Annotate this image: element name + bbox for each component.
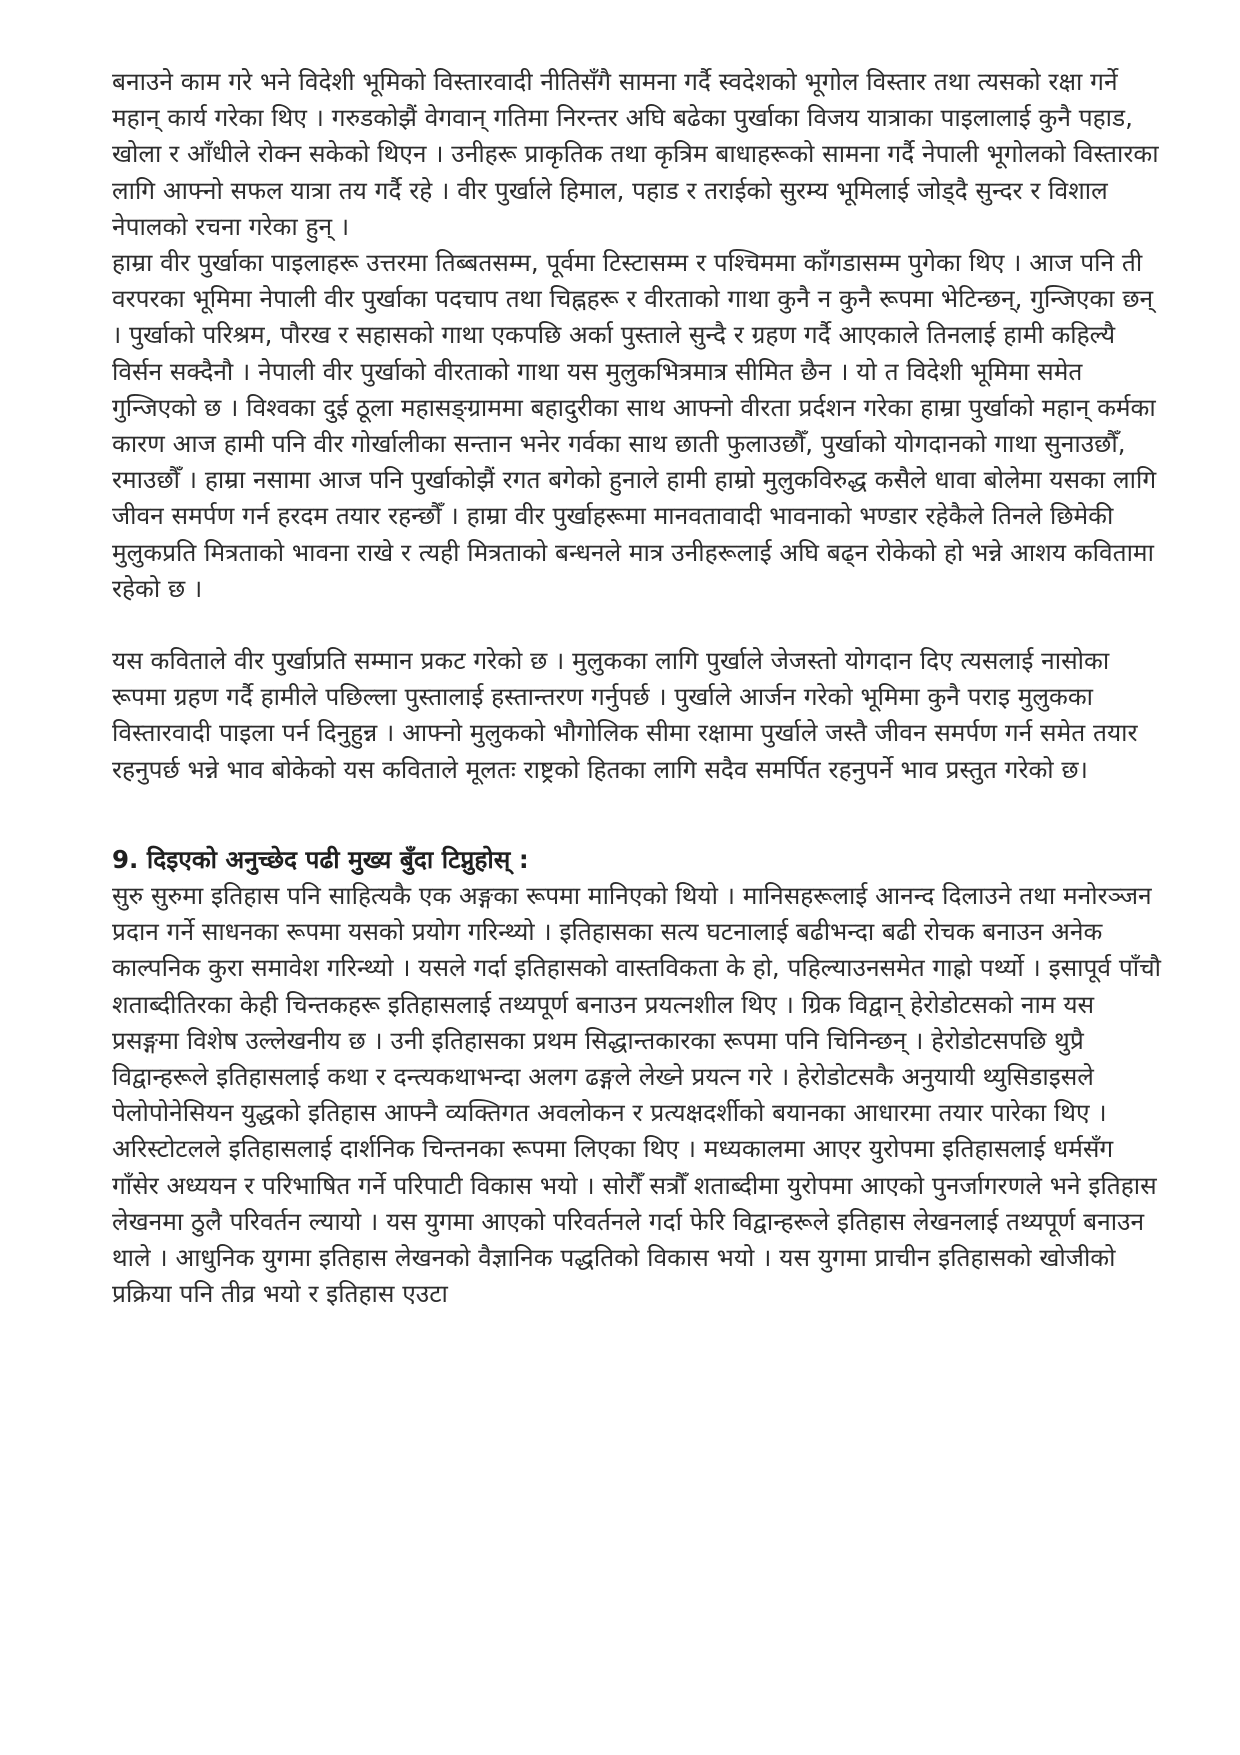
paragraph-3: यस कविताले वीर पुर्खाप्रति सम्मान प्रकट गरेको छ । मुलुकका लागि पुर्खाले जेजस्तो योगदान दिए त्यसलाई नासोका रूपमा ग्रहण गर्दै हामीले पछिल्ला पुस्तालाई हस्तान्तरण गर्नुपर्छ । पुर्खाले आर्जन गरेको भूमिमा कुनै पराइ मुलुकका विस्तारवादी पाइला पर्न दिनुहुन्न । आफ्नो मुलुकको भौगोलिक सीमा रक्षामा पुर्खाले जस्तै जीवन समर्पण गर्न समेत तयार रहनुपर्छ भन्ने भाव बोकेको यस कविताले मूलतः राष्ट्रको हितका लागि सदैव समर्पित रहनुपर्ने भाव प्रस्तुत गरेको छ।	[112, 646, 1138, 784]
question-passage: सुरु सुरुमा इतिहास पनि साहित्यकै एक अङ्गका रूपमा मानिएको थियो । मानिसहरूलाई आनन्द दिलाउने तथा मनोरञ्जन प्रदान गर्ने साधनका रूपमा यसको प्रयोग गरिन्थ्यो । इतिहासका सत्य घटनालाई बढीभन्दा बढी रोचक बनाउन अनेक काल्पनिक कुरा समावेश गरिन्थ्यो । यसले गर्दा इतिहासको वास्तविकता के हो, पहिल्याउनसमेत गाह्रो पर्थ्यो । इसापूर्व पाँचौ शताब्दीतिरका केही चिन्तकहरू इतिहासलाई तथ्यपूर्ण बनाउन प्रयत्नशील थिए । ग्रिक विद्वान् हेरोडोटसको नाम यस प्रसङ्गमा विशेष उल्लेखनीय छ । उनी इतिहासका प्रथम सिद्धान्तकारका रूपमा पनि चिनिन्छन् । हेरोडोटसपछि थुप्रै विद्वान्हरूले इतिहासलाई कथा र दन्त्यकथाभन्दा अलग ढङ्गले लेख्ने प्रयत्न गरे । हेरोडोटसकै अनुयायी थ्युसिडाइसले पेलोपोनेसियन युद्धको इतिहास आफ्नै व्यक्तिगत अवलोकन र प्रत्यक्षदर्शीको बयानका आधारमा तयार पारेका थिए । अरिस्टोटलले इतिहासलाई दार्शनिक चिन्तनका रूपमा लिएका थिए । मध्यकालमा आएर युरोपमा इतिहासलाई धर्मसँग गाँसेर अध्ययन र परिभाषित गर्ने परिपाटी विकास भयो । सोरौँ सत्रौँ शताब्दीमा युरोपमा आएको पुनर्जागरणले भने इतिहास लेखनमा ठुलै परिवर्तन ल्यायो । यस युगमा आएको परिवर्तनले गर्दा फेरि विद्वान्हरूले इतिहास लेखनलाई तथ्यपूर्ण बनाउन थाले । आधुनिक युगमा इतिहास लेखनको वैज्ञानिक पद्धतिको विकास भयो । यस युगमा प्राचीन इतिहासको खोजीको प्रक्रिया पनि तीव्र भयो र इतिहास एउटा	[112, 881, 1162, 1309]
paragraph-1: बनाउने काम गरे भने विदेशी भूमिको विस्तारवादी नीतिसँगै सामना गर्दै स्वदेशको भूगोल विस्तार तथा त्यसको रक्षा गर्ने महान् कार्य गरेका थिए । गरुडकोझैं वेगवान् गतिमा निरन्तर अघि बढेका पुर्खाका विजय यात्राका पाइलालाई कुनै पहाड, खोला र आँधीले रोक्न सकेको थिएन । उनीहरू प्राकृतिक तथा कृत्रिम बाधाहरूको सामना गर्दै नेपाली भूगोलको विस्तारका लागि आफ्नो सफल यात्रा तय गर्दै रहे । वीर पुर्खाले हिमाल, पहाड र तराईको सुरम्य भूमिलाई जोड्दै सुन्दर र विशाल नेपालको रचना गरेका हुन् ।	[112, 67, 1159, 241]
paragraph-2: हाम्रा वीर पुर्खाका पाइलाहरू उत्तरमा तिब्बतसम्म, पूर्वमा टिस्टासम्म र पश्चिममा काँगडासम्म पुगेका थिए । आज पनि ती वरपरका भूमिमा नेपाली वीर पुर्खाका पदचाप तथा चिह्नहरू र वीरताको गाथा कुनै न कुनै रूपमा भेटिन्छन्, गुन्जिएका छन् । पुर्खाको परिश्रम, पौरख र सहासको गाथा एकपछि अर्का पुस्ताले सुन्दै र ग्रहण गर्दै आएकाले तिनलाई हामी कहिल्यै विर्सन सक्दैनौ । नेपाली वीर पुर्खाको वीरताको गाथा यस मुलुकभित्रमात्र सीमित छैन । यो त विदेशी भूमिमा समेत गुन्जिएको छ । विश्वका दुई ठूला महासङ्ग्राममा बहादुरीका साथ आफ्नो वीरता प्रर्दशन गरेका हाम्रा पुर्खाको महान् कर्मका कारण आज हामी पनि वीर गोर्खालीका सन्तान भनेर गर्वका साथ छाती फुलाउछौँ, पुर्खाको योगदानको गाथा सुनाउछौँ, रमाउछौँ । हाम्रा नसामा आज पनि पुर्खाकोझैं रगत बगेको हुनाले हामी हाम्रो मुलुकविरुद्ध कसैले धावा बोलेमा यसका लागि जीवन समर्पण गर्न हरदम तयार रहन्छौँ । हाम्रा वीर पुर्खाहरूमा मानवतावादी भावनाको भण्डार रहेकैले तिनले छिमेकी मुलुकप्रति मित्रताको भावना राखे र त्यही मित्रताको बन्धनले मात्र उनीहरूलाई अघि बढ्न रोकेको हो भन्ने आशय कवितामा रहेको छ ।	[112, 248, 1157, 603]
document-page	[112, 64, 1162, 1724]
question-heading: 9. दिइएको अनुच्छेद पढी मुख्य बुँदा टिप्नुहोस् :	[112, 844, 529, 874]
